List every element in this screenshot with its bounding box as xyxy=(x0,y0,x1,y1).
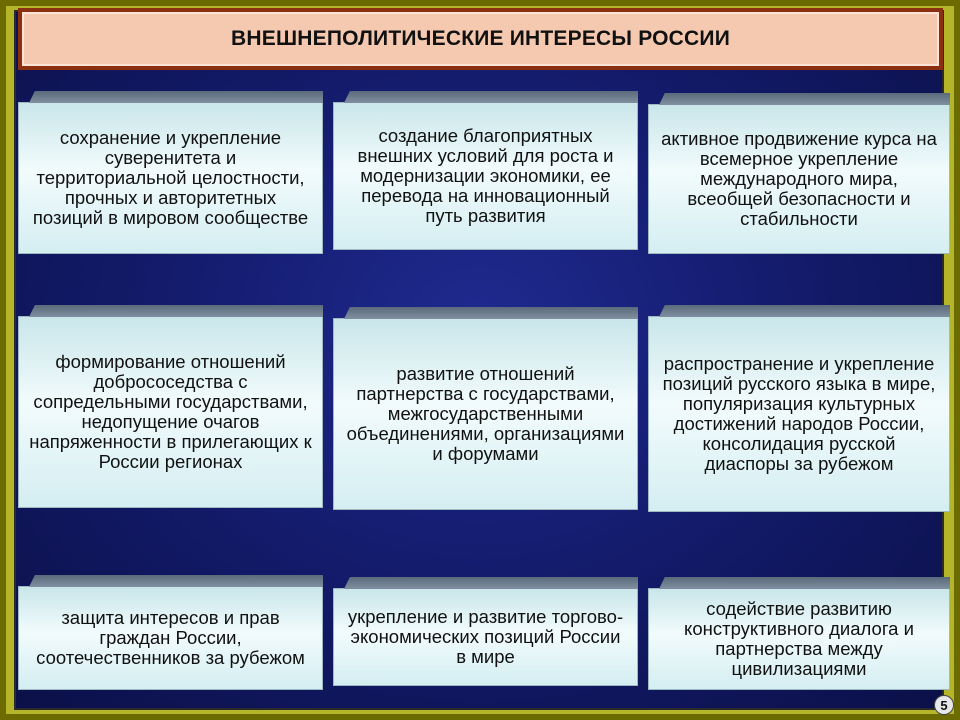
interest-card-1-text: сохранение и укрепление суверенитета и территориальной целостности, прочных и авторитетных позиций в мировом сообществе xyxy=(32,127,309,228)
interest-card-3 xyxy=(648,104,950,254)
interest-card-9 xyxy=(648,588,950,690)
interest-card-4 xyxy=(18,316,323,508)
interest-card-4-text: формирование отношений добрососедства с сопредельными государствами, недопущение очагов напряженности в прилегающих к России регионах xyxy=(29,351,312,472)
interest-card-7 xyxy=(18,586,323,690)
interest-card-2 xyxy=(333,102,638,250)
title-banner xyxy=(18,8,943,70)
interest-card-6 xyxy=(648,316,950,512)
title-panel xyxy=(22,12,939,66)
interest-card-9-text: содействие развитию конструктивного диалога и партнерства между цивилизациями xyxy=(684,598,914,679)
interest-card-8-text: укрепление и развитие торгово-экономических позиций России в мире xyxy=(347,606,624,667)
interest-card-7-text: защита интересов и прав граждан России, соотечественников за рубежом xyxy=(36,607,305,668)
interest-card-5 xyxy=(333,318,638,510)
interest-card-2-text: создание благоприятных внешних условий для роста и модернизации экономики, ее перевода на инновационный путь развития xyxy=(357,125,614,226)
page-number-badge: 5 xyxy=(934,695,954,715)
slide-title: ВНЕШНЕПОЛИТИЧЕСКИЕ ИНТЕРЕСЫ РОССИИ xyxy=(231,27,730,50)
interest-card-5-text: развитие отношений партнерства с государствами, межгосударственными объединениями, организациями и форумами xyxy=(346,363,625,464)
interest-card-3-text: активное продвижение курса на всемерное укрепление международного мира, всеобщей безопасности и стабильности xyxy=(661,128,937,229)
interest-card-1 xyxy=(18,102,323,254)
interest-card-8 xyxy=(333,588,638,686)
interest-card-6-text: распространение и укрепление позиций русского языка в мире, популяризация культурных достижений народов России, консолидация русской диаспоры за рубежом xyxy=(662,353,936,474)
